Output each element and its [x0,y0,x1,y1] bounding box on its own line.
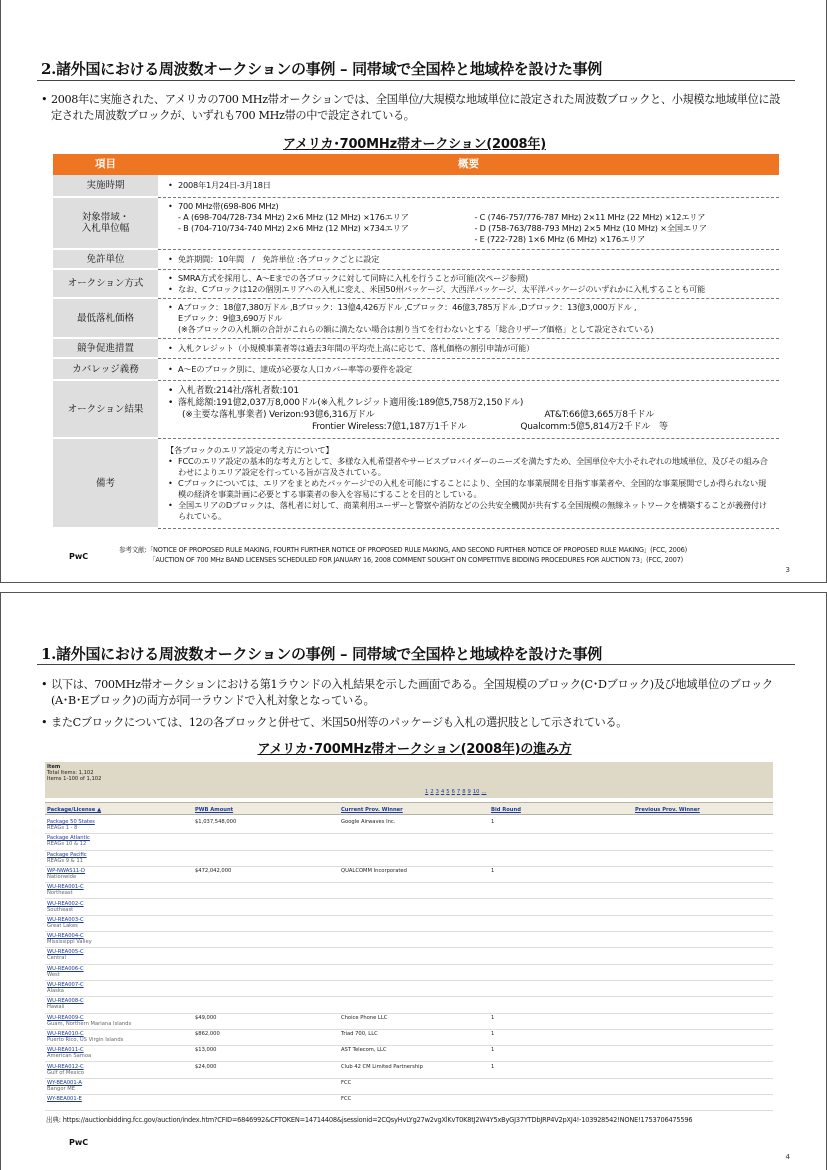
table-row [45,1079,773,1095]
table-row [45,1063,773,1079]
table-row [45,1014,773,1030]
license-area: REAGs 10 & 12 [47,841,87,848]
pwb-amount: $13,000 [195,1047,217,1054]
row-value: • なお、Cブロックは12の個別エリアへの入札に変え、米国50州パッケージ、大西洋パッケージ、太平洋パッケージのいずれかに入札することも可能 [166,284,771,295]
current-winner: Club 42 CM Limited Partnership [341,1063,423,1070]
pwb-amount: $24,000 [195,1063,217,1070]
table-row [45,851,773,867]
license-area: Nationwide [47,873,77,880]
table-row [45,1030,773,1046]
row-value: • Aブロック：18億7,380万ドル ,Bブロック：13億4,426万ドル ,Cブロック：46億3,785万ドル ,Dブロック：13億3,000万ドル , [166,302,771,313]
intro-bullet-1: • 以下は、700MHz帯オークションにおける第1ラウンドの入札結果を示した画面である。全国規模のブロック(C･Dブロック)及び地域単位のブロック(A･B･Eブロック)の両方が同一ラウンドで入札対象となっている。 [41,678,773,707]
band-c: - C (746-757/776-787 MHz) 2×11 MHz (22 MHz) ×12エリア [474,212,706,222]
page-number: 4 [785,1153,790,1161]
row-key: オークション方式 [53,269,158,298]
row-value: • SMRA方式を採用し、A～Eまでの各ブロックに対して同時に入札を行うことが可能(次ページ参照) [166,273,771,284]
page-link[interactable]: 3 [435,789,439,795]
winner-frontier: Frontier Wireless:7億1,187万1千ドル [312,422,467,432]
page-number: 3 [785,566,790,574]
column-header-item: 項目 [53,154,158,175]
license-area: Great Lakes [47,922,78,929]
table-row [45,981,773,997]
band-e: - E (722-728) 1×6 MHz (6 MHz) ×176エリア [474,234,646,244]
table-row [45,997,773,1013]
row-key: 免許単位 [53,249,158,269]
table-row [45,1046,773,1062]
page-link[interactable]: 9 [467,789,471,795]
pagination [425,789,488,795]
table-row [45,867,773,883]
col-current-winner[interactable]: Current Prov. Winner [341,807,403,813]
license-link[interactable]: WU-REA011-C [47,1047,84,1054]
table-row [45,948,773,964]
page-link[interactable]: 10 [472,789,480,795]
bid-round: 1 [491,819,495,825]
col-pwb-amount[interactable]: PWB Amount [195,807,234,813]
page-link[interactable]: 4 [440,789,445,795]
page-link[interactable]: 7 [456,789,461,795]
table-row [53,269,779,298]
table-row [45,916,773,932]
row-value: • 落札総額:191億2,037万8,000ドル(※入札クレジット適用後:189億5,758万2,150ドル) [166,397,771,409]
row-value: • Cブロックについては、エリアをまとめたパッケージでの入札を可能にすることにより、全国的な事業展開を目指す事業者や、全国的な事業展開でしか得られない規模の経済を事業計画に必要とする事業者の参入を容易にすることを目的としている。 [166,478,771,500]
results-summary-bar [45,762,773,798]
license-link[interactable]: WU-REA001-C [47,884,84,891]
current-winner: FCC [341,1079,352,1086]
current-winner: QUALCOMM Incorporated [341,867,407,874]
table-row [45,1095,773,1111]
license-link[interactable]: WU-REA005-C [47,949,84,956]
pwb-amount: $472,042,000 [195,867,232,874]
pwc-logo: PwC [69,1138,89,1147]
slide-3 [0,0,827,583]
pwc-logo: PwC [69,552,89,561]
row-value: • 入札者数:214社/落札者数:101 [166,385,771,397]
license-area: Guam, Northern Mariana Islands [47,1020,132,1027]
license-link[interactable]: WU-REA012-C [47,1063,84,1070]
license-link[interactable]: Package Atlantic [47,835,90,842]
license-area: REAGs 1 - 8 [47,825,78,831]
license-area: Central [47,955,66,962]
page-link[interactable]: 1 [425,789,429,795]
page-link[interactable]: 6 [451,789,455,795]
band-a: - A (698-704/728-734 MHz) 2×6 MHz (12 MHz) ×176エリア [178,212,409,222]
bid-round: 1 [491,1014,495,1021]
license-area: Mississippi Valley [47,939,92,946]
results-table-header [45,802,773,815]
total-items: Total Items: 1,102 [47,770,94,776]
page-link[interactable]: 8 [462,789,466,795]
license-link[interactable]: WU-REA009-C [47,1014,84,1021]
table-row [53,380,779,438]
row-value: • 入札クレジット（小規模事業者等は過去3年間の平均売上高に応じて、落札価格の割引申請が可能） [166,343,771,354]
license-link[interactable]: WY-BEA001-E [47,1096,82,1103]
page-link[interactable]: ... [481,789,487,795]
col-bid-round[interactable]: Bid Round [491,807,521,813]
row-value: • A～Eのブロック別に、達成が必要な人口カバー率等の要件を設定 [166,364,771,375]
bid-round: 1 [491,1063,495,1070]
current-winner: Google Airwaves Inc. [341,819,396,825]
column-header-summary: 概要 [158,154,779,175]
row-key: 最低落札価格 [53,298,158,338]
pwb-amount: $1,037,548,000 [195,819,237,825]
row-value: • FCCのエリア設定の基本的な考え方として、多様な入札希望者やサービスプロバイダーのニーズを満たすため、全国単位や大小それぞれの地域単位、及びその組み合わせによりエリア設定を行っている旨が言及されている。 [166,456,771,478]
row-key: 実施時期 [53,175,158,197]
license-link[interactable]: WU-REA008-C [47,998,84,1005]
table-row [53,338,779,358]
table-row [45,818,773,834]
table-header-row [53,154,779,175]
license-link[interactable]: WP-NWAS11-D [47,867,86,874]
row-value: • 全国エリアのDブロックは、落札者に対して、商業利用ユーザーと警察や消防などの公共安全機関が共有する全国規模の無線ネットワークを構築することが義務付けられている。 [166,500,771,522]
page-title: 2.諸外国における周波数オークションの事例 – 同帯域で全国枠と地域枠を設けた事例 [41,60,603,78]
bid-round: 1 [491,1030,495,1037]
license-link[interactable]: WU-REA003-C [47,916,84,923]
current-winner: FCC [341,1096,352,1103]
license-area: Gulf of Mexico [47,1069,84,1076]
table-row [53,358,779,380]
page-title: 1.諸外国における周波数オークションの事例 – 同帯域で全国枠と地域枠を設けた事例 [41,645,603,663]
license-link[interactable]: Package Pacific [47,851,87,858]
license-area: West [47,971,60,978]
col-previous-winner[interactable]: Previous Prov. Winner [635,807,700,813]
license-link[interactable]: WU-REA007-C [47,982,84,988]
row-key: 備考 [53,438,158,528]
intro-bullet: • 2008年に実施された、アメリカの700 MHz帯オークションでは、全国単位/大規模な地域単位に設定された周波数ブロックと、小規模な地域単位に設定された周波数ブロックが、いずれも700 MHz帯の中で設定されている。 [41,93,781,122]
table-row [53,249,779,269]
table-row [53,298,779,338]
item-label: Item [47,764,61,770]
row-key: カバレッジ義務 [53,358,158,380]
row-value: (※各ブロックの入札額の合計がこれらの額に満たない場合は割り当てを行わないとする「総合リザーブ価格」として設定されている) [178,323,654,334]
title-divider [37,664,795,665]
row-value: • 700 MHz帯(698-806 MHz) [166,201,771,212]
pwb-amount: $862,000 [195,1030,220,1037]
winner-qualcomm: Qualcomm:5億5,814万2千ドル 等 [520,422,668,432]
table-row [45,834,773,850]
license-area: Northeast [47,890,73,897]
license-link[interactable]: WU-REA002-C [47,900,84,907]
license-link[interactable]: WU-REA010-C [47,1030,84,1037]
license-area: REAGs 9 & 11 [47,857,83,864]
notes-heading: 【各ブロックのエリア設定の考え方について】 [166,444,334,455]
section-heading: アメリカ･700MHz帯オークション(2008年) [283,137,546,152]
section-heading: アメリカ･700MHz帯オークション(2008年)の進み方 [257,742,572,757]
winner-att: AT&T:66億3,665万8千ドル [544,410,655,420]
bid-round: 1 [491,867,495,874]
table-row [53,175,779,197]
license-link[interactable]: Package 50 States [47,819,95,825]
row-value: • 免許期間：10年間 / 免許単位 :各ブロックごとに設定 [166,254,771,265]
band-d: - D (758-763/788-793 MHz) 2×5 MHz (10 MHz) ×全国エリア [474,223,707,233]
items-range: Items 1-100 of 1,102 [47,776,102,782]
license-area: Southeast [47,906,74,913]
col-package-license[interactable]: Package/License ▲ [47,807,102,813]
bid-round: 1 [491,1047,495,1054]
license-area: Bangor ME [47,1085,76,1092]
row-value: Eブロック：9億3,690万ドル [178,312,283,323]
table-row [53,438,779,528]
table-row [45,900,773,916]
license-link[interactable]: WU-REA006-C [47,965,84,972]
row-value: • 2008年1月24日-3月18日 [166,180,771,191]
reference-line-1: 参考文献:「NOTICE OF PROPOSED RULE MAKING, FOURTH FURTHER NOTICE OF PROPOSED RULE MAKING, AND SECOND FURTHER NOTICE OF PROPOSED RULE MAKING」(FCC, 2006) [119,546,688,554]
table-row [45,965,773,981]
license-area: American Samoa [47,1053,92,1060]
table-row [53,197,779,249]
table-row [45,932,773,948]
intro-bullet-2: • またCブロックについては、12の各ブロックと併せて、米国50州等のパッケージも入札の選択肢として示されている。 [41,716,628,729]
band-b: - B (704-710/734-740 MHz) 2×6 MHz (12 MHz) ×734エリア [178,223,409,233]
page-link[interactable]: 2 [430,789,434,795]
current-winner: Triad 700, LLC [341,1030,378,1037]
row-key: オークション結果 [53,380,158,438]
license-area: Puerto Rico, US Virgin Islands [47,1036,124,1043]
row-key: 競争促進措置 [53,338,158,358]
license-link[interactable]: WU-REA004-C [47,933,84,940]
title-divider [37,80,795,81]
license-area: Hawaii [47,1004,65,1011]
license-area: Alaska [47,988,64,994]
pwb-amount: $49,000 [195,1014,217,1021]
winner-verizon: (※主要な落札事業者) Verizon:93億6,316万ドル [182,410,375,420]
source-caption: 出典: https://auctionbidding.fcc.gov/auction/index.htm?CFID=6846992&CFTOKEN=14714408&jsessionid=2CQsyHvLYg27w2vgXlKvT0K8tJ2W4Y5xByGJ37YTDbJRP4V2pXJ4!-103928542!NONE!1753706475596 [46,1116,693,1124]
current-winner: AST Telecom, LLC [341,1047,387,1054]
slide-gap [0,583,827,592]
auction-results-screenshot [45,762,773,1112]
page-link[interactable]: 5 [446,789,450,795]
table-row [45,883,773,899]
reference-line-2: 「AUCTION OF 700 MHz BAND LICENSES SCHEDULED FOR JANUARY 16, 2008 COMMENT SOUGHT ON COMPETITIVE BIDDING PROCEDURES FOR AUCTION 73」(FCC, 2007) [149,556,684,564]
license-link[interactable]: WY-BEA001-A [47,1079,82,1086]
current-winner: Choice Phone LLC [341,1014,388,1021]
row-key: 対象帯域・ 入札単位幅 [53,197,158,249]
auction-summary-table [53,154,779,529]
